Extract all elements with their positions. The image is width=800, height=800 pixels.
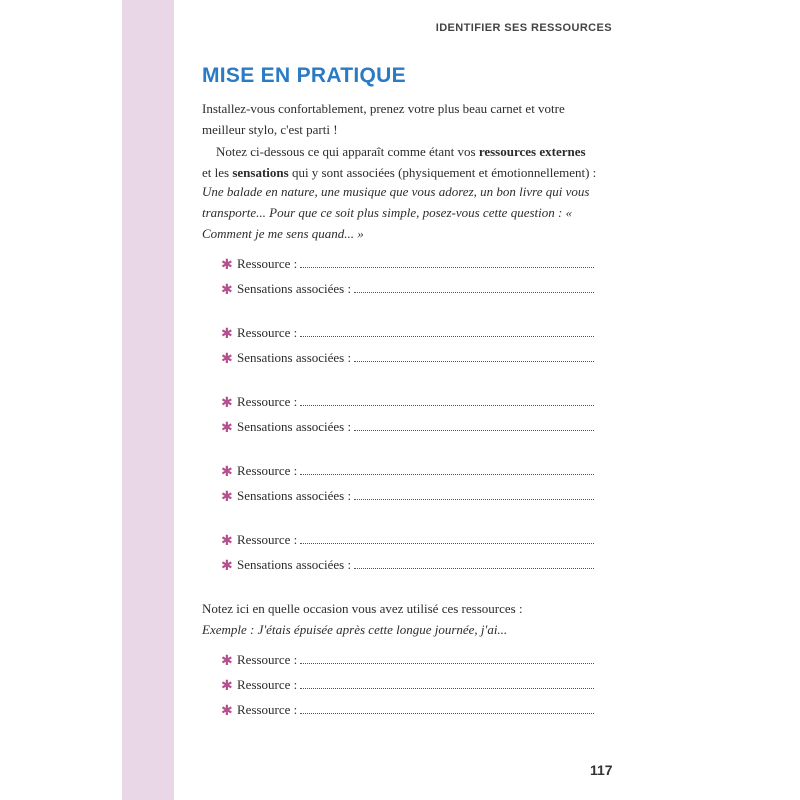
flower-bullet-icon: ✱ bbox=[221, 464, 233, 480]
dotted-fill-line bbox=[354, 498, 594, 500]
dotted-fill-line bbox=[300, 335, 594, 337]
example-paragraph: Une balade en nature, une musique que vous adorez, un bon livre qui vous transporte... Pour que ce soit plus simple, posez-vous cette question : « Comment je me sens quand... » bbox=[202, 184, 590, 241]
intro-paragraph: Installez-vous confortablement, prenez votre plus beau carnet et votre meilleur stylo, c'est parti ! bbox=[202, 101, 565, 137]
resource-line[interactable] bbox=[221, 530, 594, 548]
sensations-label: Sensations associées : bbox=[237, 488, 352, 503]
dotted-fill-line bbox=[300, 404, 594, 406]
resource-label: Ressource : bbox=[237, 702, 298, 717]
flower-bullet-icon: ✱ bbox=[221, 395, 233, 411]
dotted-fill-line bbox=[300, 473, 594, 475]
instruction-bold-external: ressources externes bbox=[478, 144, 586, 159]
instruction-paragraph bbox=[202, 141, 597, 183]
resource-label: Ressource : bbox=[237, 463, 298, 478]
page-side-band bbox=[122, 0, 174, 800]
flower-bullet-icon: ✱ bbox=[221, 257, 233, 273]
resource-line[interactable] bbox=[221, 392, 594, 410]
resource-line[interactable] bbox=[221, 461, 594, 479]
sensations-line[interactable] bbox=[221, 486, 594, 504]
dotted-fill-line bbox=[354, 567, 594, 569]
dotted-fill-line bbox=[354, 291, 594, 293]
sensations-label: Sensations associées : bbox=[237, 350, 352, 365]
dotted-fill-line bbox=[300, 687, 594, 689]
flower-bullet-icon: ✱ bbox=[221, 678, 233, 694]
sensations-line[interactable] bbox=[221, 279, 594, 297]
running-header: IDENTIFIER SES RESSOURCES bbox=[435, 22, 612, 34]
flower-bullet-icon: ✱ bbox=[221, 533, 233, 549]
dotted-fill-line bbox=[300, 662, 594, 664]
dotted-fill-line bbox=[354, 360, 594, 362]
instruction-part3: qui y sont associées (physiquement et émotionnellement) : bbox=[288, 165, 597, 180]
dotted-fill-line bbox=[354, 429, 594, 431]
resource-label: Ressource : bbox=[237, 325, 298, 340]
flower-bullet-icon: ✱ bbox=[221, 703, 233, 719]
resource-line[interactable] bbox=[221, 650, 594, 668]
sensations-label: Sensations associées : bbox=[237, 281, 352, 296]
flower-bullet-icon: ✱ bbox=[221, 420, 233, 436]
resource-label: Ressource : bbox=[237, 677, 298, 692]
sensations-line[interactable] bbox=[221, 348, 594, 366]
sensations-label: Sensations associées : bbox=[237, 419, 352, 434]
flower-bullet-icon: ✱ bbox=[221, 489, 233, 505]
resource-label: Ressource : bbox=[237, 652, 298, 667]
resource-label: Ressource : bbox=[237, 394, 298, 409]
sensations-label: Sensations associées : bbox=[237, 557, 352, 572]
dotted-fill-line bbox=[300, 712, 594, 714]
occasion-paragraph bbox=[202, 598, 597, 640]
resource-label: Ressource : bbox=[237, 532, 298, 547]
flower-bullet-icon: ✱ bbox=[221, 351, 233, 367]
flower-bullet-icon: ✱ bbox=[221, 558, 233, 574]
resource-label: Ressource : bbox=[237, 256, 298, 271]
dotted-fill-line bbox=[300, 542, 594, 544]
resource-line[interactable] bbox=[221, 254, 594, 272]
resource-line[interactable] bbox=[221, 675, 594, 693]
sensations-line[interactable] bbox=[221, 555, 594, 573]
flower-bullet-icon: ✱ bbox=[221, 282, 233, 298]
occasion-example: Exemple : J'étais épuisée après cette longue journée, j'ai... bbox=[202, 622, 508, 637]
page-number: 117 bbox=[590, 762, 613, 778]
instruction-part2: et les bbox=[202, 165, 233, 180]
dotted-fill-line bbox=[300, 266, 594, 268]
flower-bullet-icon: ✱ bbox=[221, 326, 233, 342]
resource-line[interactable] bbox=[221, 323, 594, 341]
sensations-line[interactable] bbox=[221, 417, 594, 435]
flower-bullet-icon: ✱ bbox=[221, 653, 233, 669]
resource-line[interactable] bbox=[221, 700, 594, 718]
occasion-instruction: Notez ici en quelle occasion vous avez utilisé ces ressources : bbox=[202, 601, 523, 616]
section-title: MISE EN PRATIQUE bbox=[202, 64, 406, 87]
instruction-bold-sensations: sensations bbox=[232, 165, 289, 180]
instruction-part1: Notez ci-dessous ce qui apparaît comme étant vos bbox=[216, 144, 479, 159]
